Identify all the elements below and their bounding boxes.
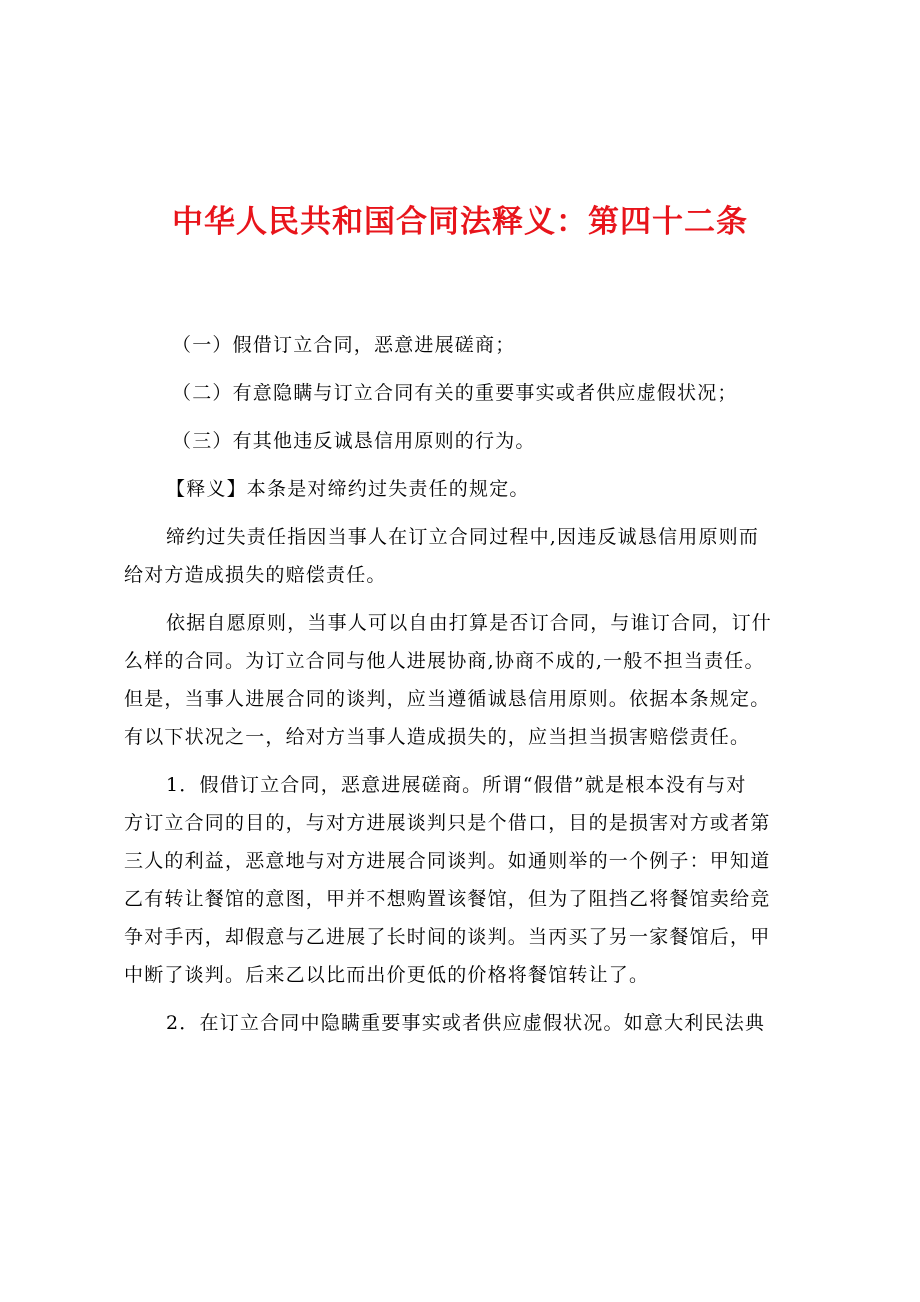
paragraph-line: 争对手丙，却假意与乙进展了长时间的谈判。当丙买了另一家餐馆后，甲 [124, 926, 771, 948]
paragraph-line: 给对方造成损失的赔偿责任。 [124, 564, 387, 586]
paragraph-line: 有以下状况之一，给对方当事人造成损失的，应当担当损害赔偿责任。 [124, 726, 751, 748]
clause-item-3: （三）有其他违反诚恳信用原则的行为。 [172, 430, 536, 452]
document-body [124, 326, 822, 1042]
clause-item-1: （一）假借订立合同，恶意进展磋商； [172, 334, 516, 356]
paragraph-line: 但是，当事人进展合同的谈判，应当遵循诚恳信用原则。依据本条规定。 [124, 688, 771, 710]
document-title: 中华人民共和国合同法释义：第四十二条 [172, 204, 748, 240]
paragraph-line: 乙有转让餐馆的意图，甲并不想购置该餐馆，但为了阻挡乙将餐馆卖给竞 [124, 888, 771, 910]
paragraph-line: 缔约过失责任指因当事人在订立合同过程中,因违反诚恳信用原则而 [166, 526, 760, 548]
interpretation-heading: 【释义】本条是对缔约过失责任的规定。 [166, 478, 530, 500]
paragraph-line: 1．假借订立合同，恶意进展磋商。所谓“假借”就是根本没有与对 [166, 774, 747, 796]
paragraph-line: 方订立合同的目的，与对方进展谈判只是个借口，目的是损害对方或者第 [124, 812, 771, 834]
clause-item-2: （二）有意隐瞒与订立合同有关的重要事实或者供应虚假状况； [172, 382, 738, 404]
paragraph-line: 中断了谈判。后来乙以比而出价更低的价格将餐馆转让了。 [124, 964, 650, 986]
paragraph-line: 么样的合同。为订立合同与他人进展协商,协商不成的,一般不担当责任。 [124, 650, 765, 672]
paragraph-line: 三人的利益，恶意地与对方进展合同谈判。如通则举的一个例子：甲知道 [124, 850, 771, 872]
paragraph-line: 2．在订立合同中隐瞒重要事实或者供应虚假状况。如意大利民法典 [166, 1012, 766, 1034]
paragraph-line: 依据自愿原则，当事人可以自由打算是否订合同，与谁订合同，订什 [166, 612, 773, 634]
